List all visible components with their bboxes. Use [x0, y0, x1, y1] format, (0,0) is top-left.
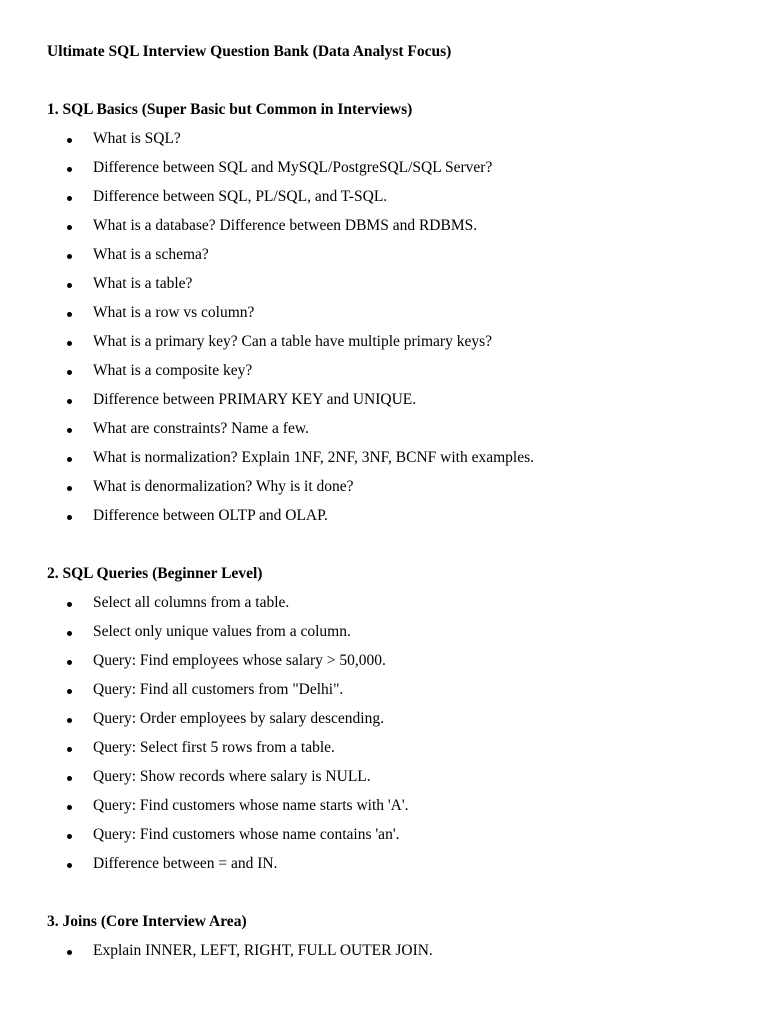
list-item: [0, 622, 768, 651]
list-item: [0, 187, 768, 216]
bullet-icon: [67, 399, 72, 404]
list-item: [0, 303, 768, 332]
question-text: Query: Show records where salary is NULL.: [93, 768, 371, 785]
list-item: [0, 651, 768, 680]
list-item: [0, 796, 768, 825]
list-item: [0, 245, 768, 274]
bullet-icon: [67, 834, 72, 839]
question-text: Difference between OLTP and OLAP.: [93, 507, 328, 524]
bullet-icon: [67, 428, 72, 433]
bullet-icon: [67, 312, 72, 317]
list-item: [0, 419, 768, 448]
bullet-icon: [67, 457, 72, 462]
question-text: What are constraints? Name a few.: [93, 420, 309, 437]
question-text: Difference between SQL, PL/SQL, and T-SQL.: [93, 188, 388, 205]
bullet-icon: [67, 225, 72, 230]
section-heading: 3. Joins (Core Interview Area): [47, 913, 247, 930]
question-text: Select all columns from a table.: [93, 594, 290, 611]
list-item: [0, 506, 768, 535]
list-item: [0, 593, 768, 622]
list-item: [0, 709, 768, 738]
question-list: [0, 593, 768, 883]
bullet-icon: [67, 602, 72, 607]
question-text: What is a primary key? Can a table have multiple primary keys?: [93, 333, 492, 350]
question-text: Query: Find employees whose salary > 50,000.: [93, 652, 386, 669]
question-text: What is a database? Difference between DBMS and RDBMS.: [93, 217, 478, 234]
bullet-icon: [67, 950, 72, 955]
question-text: Difference between PRIMARY KEY and UNIQUE.: [93, 391, 417, 408]
question-text: What is normalization? Explain 1NF, 2NF, 3NF, BCNF with examples.: [93, 449, 535, 466]
question-text: Explain INNER, LEFT, RIGHT, FULL OUTER JOIN.: [93, 942, 433, 959]
list-item: [0, 448, 768, 477]
list-item: [0, 825, 768, 854]
question-text: Difference between = and IN.: [93, 855, 278, 872]
question-text: What is a schema?: [93, 246, 209, 263]
question-text: What is denormalization? Why is it done?: [93, 478, 354, 495]
question-text: What is a row vs column?: [93, 304, 255, 321]
bullet-icon: [67, 341, 72, 346]
bullet-icon: [67, 196, 72, 201]
list-item: [0, 941, 768, 970]
bullet-icon: [67, 486, 72, 491]
bullet-icon: [67, 660, 72, 665]
list-item: [0, 332, 768, 361]
list-item: [0, 216, 768, 245]
question-list: [0, 129, 768, 535]
question-text: Query: Find all customers from "Delhi".: [93, 681, 344, 698]
question-text: Difference between SQL and MySQL/PostgreSQL/SQL Server?: [93, 159, 493, 176]
question-text: Query: Find customers whose name contains 'an'.: [93, 826, 400, 843]
section-heading: 2. SQL Queries (Beginner Level): [47, 565, 263, 582]
bullet-icon: [67, 283, 72, 288]
list-item: [0, 274, 768, 303]
question-text: What is a table?: [93, 275, 193, 292]
document-title: Ultimate SQL Interview Question Bank (Data Analyst Focus): [47, 43, 452, 60]
list-item: [0, 158, 768, 187]
question-list: [0, 941, 768, 970]
list-item: [0, 390, 768, 419]
list-item: [0, 129, 768, 158]
question-text: Query: Order employees by salary descending.: [93, 710, 384, 727]
section-heading: 1. SQL Basics (Super Basic but Common in Interviews): [47, 101, 413, 118]
list-item: [0, 477, 768, 506]
question-text: What is a composite key?: [93, 362, 253, 379]
bullet-icon: [67, 747, 72, 752]
question-text: What is SQL?: [93, 130, 181, 147]
question-text: Query: Find customers whose name starts with 'A'.: [93, 797, 409, 814]
list-item: [0, 680, 768, 709]
bullet-icon: [67, 370, 72, 375]
question-text: Query: Select first 5 rows from a table.: [93, 739, 335, 756]
bullet-icon: [67, 167, 72, 172]
bullet-icon: [67, 254, 72, 259]
bullet-icon: [67, 515, 72, 520]
list-item: [0, 767, 768, 796]
list-item: [0, 854, 768, 883]
bullet-icon: [67, 805, 72, 810]
bullet-icon: [67, 631, 72, 636]
question-text: Select only unique values from a column.: [93, 623, 351, 640]
bullet-icon: [67, 718, 72, 723]
list-item: [0, 738, 768, 767]
bullet-icon: [67, 776, 72, 781]
bullet-icon: [67, 863, 72, 868]
list-item: [0, 361, 768, 390]
bullet-icon: [67, 689, 72, 694]
bullet-icon: [67, 138, 72, 143]
